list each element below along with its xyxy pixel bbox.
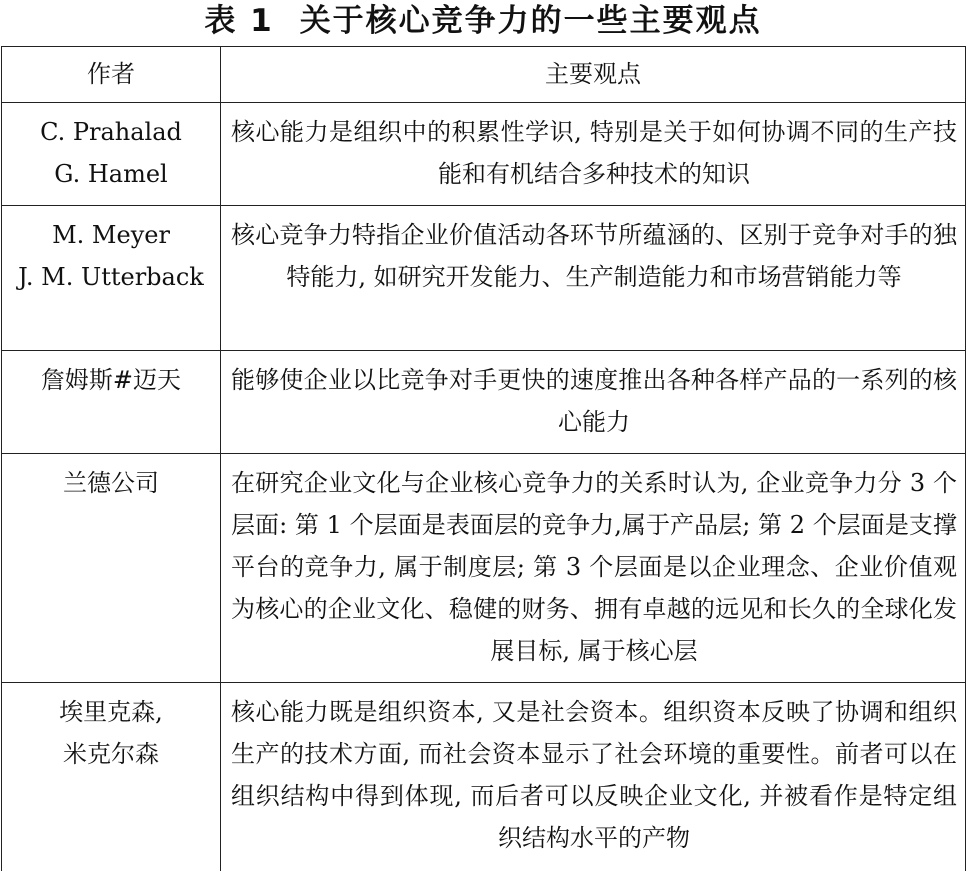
author-name: C. Prahalad (2, 111, 220, 153)
author-cell (2, 206, 221, 351)
author-name: J. M. Utterback (2, 256, 220, 298)
author-name: M. Meyer (2, 214, 220, 256)
author-cell (2, 683, 221, 871)
author-name: G. Hamel (2, 153, 220, 195)
table-number: 表 1 (204, 3, 273, 39)
author-name: 米克尔森 (2, 733, 220, 775)
author-name: 埃里克森, (2, 691, 220, 733)
view-cell: 核心能力是组织中的积累性学识, 特别是关于如何协调不同的生产技能和有机结合多种技术的知识 (221, 103, 966, 206)
author-cell (2, 454, 221, 683)
table-row (2, 103, 966, 206)
author-name: 兰德公司 (2, 462, 220, 504)
view-cell: 能够使企业以比竞争对手更快的速度推出各种各样产品的一系列的核心能力 (221, 351, 966, 454)
view-column-header: 主要观点 (221, 47, 966, 103)
author-name: 詹姆斯#迈天 (2, 359, 220, 401)
table-row (2, 351, 966, 454)
view-cell: 核心能力既是组织资本, 又是社会资本。组织资本反映了协调和组织生产的技术方面, 而社会资本显示了社会环境的重要性。前者可以在组织结构中得到体现, 而后者可以反映企业文化, 并被看作是特定组织结构水平的产物 (221, 683, 966, 871)
table-row (2, 454, 966, 683)
table-row (2, 206, 966, 351)
author-column-header: 作者 (2, 47, 221, 103)
table-title: 关于核心竞争力的一些主要观点 (300, 3, 762, 39)
table-header-row (2, 47, 966, 103)
view-cell: 核心竞争力特指企业价值活动各环节所蕴涵的、区别于竞争对手的独特能力, 如研究开发能力、生产制造能力和市场营销能力等 (221, 206, 966, 351)
table-row (2, 683, 966, 871)
table-caption (0, 0, 966, 46)
author-cell (2, 103, 221, 206)
core-competence-views-table (1, 46, 966, 871)
author-cell (2, 351, 221, 454)
view-cell: 在研究企业文化与企业核心竞争力的关系时认为, 企业竞争力分 3 个层面: 第 1 个层面是表面层的竞争力,属于产品层; 第 2 个层面是支撑平台的竞争力, 属于制度层; 第 3 个层面是以企业理念、企业价值观为核心的企业文化、稳健的财务、拥有卓越的远见和长久的全球化发展目标, 属于核心层 (221, 454, 966, 683)
